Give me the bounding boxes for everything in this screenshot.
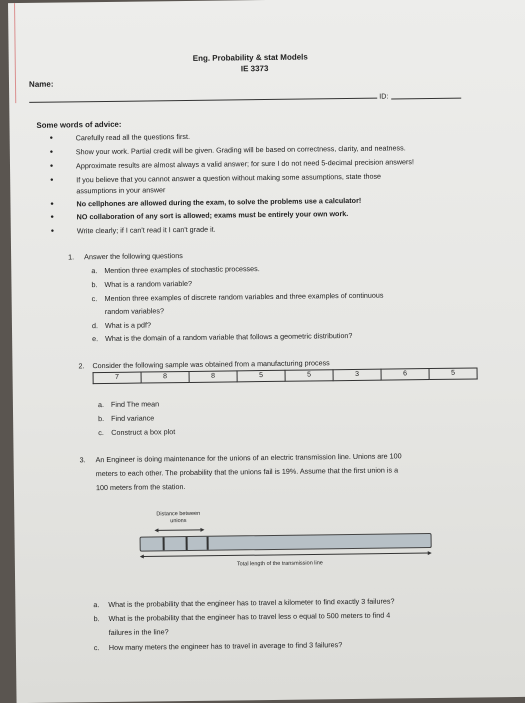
q2-b: Find variance: [111, 413, 155, 423]
course-code: IE 3373: [240, 63, 269, 74]
advice-item: • If you believe that you cannot answer a question without making some assumptions, state those: [76, 172, 381, 185]
q3-c: How many meters the engineer has to travel in average to find 3 failures?: [108, 640, 343, 652]
union-marker: [186, 537, 188, 550]
q3-b-label: b.: [93, 614, 100, 624]
q1-a: Mention three examples of stochastic processes.: [104, 264, 260, 276]
q2-number: 2.: [78, 361, 85, 371]
q3-number: 3.: [79, 455, 86, 465]
union-marker: [163, 537, 165, 550]
diagram-label-line: unions: [170, 518, 187, 525]
q1-d-label: d.: [91, 321, 99, 331]
q2-c: Construct a box plot: [111, 427, 176, 437]
q2-prompt: Consider the following sample was obtained from a manufacturing process: [92, 358, 330, 371]
advice-item: • Write clearly; if I can't read it I can't grade it.: [77, 225, 216, 236]
advice-item: • Carefully read all the questions first.: [76, 132, 190, 142]
q3-a: What is the probability that the engineer has to travel a kilometer to find exactly 3 failures?: [108, 596, 395, 609]
q1-b-label: b.: [91, 280, 98, 290]
distance-arrow: [154, 527, 204, 534]
sample-cell: 8: [189, 371, 237, 383]
sample-row: [93, 368, 477, 384]
margin-line: [14, 3, 16, 103]
q3-c-label: c.: [93, 643, 100, 653]
q2-a: Find The mean: [110, 399, 160, 409]
sample-cell: 5: [285, 370, 333, 382]
q1-e: What is the domain of a random variable that follows a geometric distribution?: [105, 330, 353, 343]
diagram-label-line: Distance between: [156, 510, 201, 518]
sample-cell: 8: [141, 371, 189, 383]
advice-item: • NO collaboration of any sort is allowed; exams must be entirely your own work.: [77, 209, 349, 221]
q3-text: meters to each other. The probability that the unions fail is 19%. Assume that the first union is a: [95, 465, 399, 479]
q1-b: What is a random variable?: [104, 278, 193, 290]
id-line: [391, 98, 461, 100]
sample-cell: 7: [93, 372, 141, 384]
diagram-distance-label: [152, 511, 204, 526]
exam-paper: [8, 0, 525, 703]
q2-c-label: c.: [98, 428, 104, 438]
advice-heading: Some words of advice:: [36, 119, 122, 130]
advice-item-continued: assumptions in your answer: [76, 185, 166, 196]
q1-prompt: Answer the following questions: [84, 251, 183, 262]
advice-item: • Approximate results are almost always a valid answer; for sure I do not need 5-decimal precision answers!: [76, 157, 414, 170]
name-label: Name:: [28, 79, 54, 89]
q3-b: What is the probability that the engineer has to travel less o equal to 500 meters to find 4: [108, 610, 391, 623]
sample-cell: 6: [381, 369, 429, 381]
transmission-line-diagram: [140, 533, 432, 552]
advice-item: • Show your work. Partial credit will be given. Grading will be based on correctness, clarity, and neatness.: [76, 143, 406, 156]
q3-text: An Engineer is doing maintenance for the unions of an electric transmission line. Unions are 100: [95, 451, 402, 465]
sample-cell: 3: [333, 369, 381, 381]
q1-c-label: c.: [91, 294, 98, 304]
union-marker: [207, 537, 209, 550]
q3-text: 100 meters from the station.: [95, 482, 186, 493]
q1-number: 1.: [68, 252, 75, 262]
q1-d: What is a pdf?: [104, 320, 151, 330]
course-title: Eng. Probability & stat Models: [192, 52, 308, 63]
q1-a-label: a.: [91, 266, 98, 276]
total-length-arrow: [140, 550, 432, 560]
q2-a-label: a.: [97, 400, 104, 410]
sample-cell: 5: [237, 370, 285, 382]
q3-b-continued: failures in the line?: [108, 627, 169, 637]
sample-cell: 5: [429, 368, 477, 380]
q1-e-label: e.: [92, 334, 99, 344]
sample-table: [93, 367, 478, 384]
advice-item: • No cellphones are allowed during the exam, to solve the problems use a calculator!: [76, 196, 361, 208]
q1-c: Mention three examples of discrete random variables and three examples of continuous: [104, 290, 384, 303]
id-label: ID:: [379, 91, 389, 101]
diagram-total-label: Total length of the transmission line: [236, 560, 323, 568]
q2-b-label: b.: [98, 414, 105, 424]
q1-c-continued: random variables?: [104, 306, 164, 316]
name-line: [29, 98, 377, 103]
q3-a-label: a.: [93, 600, 100, 610]
